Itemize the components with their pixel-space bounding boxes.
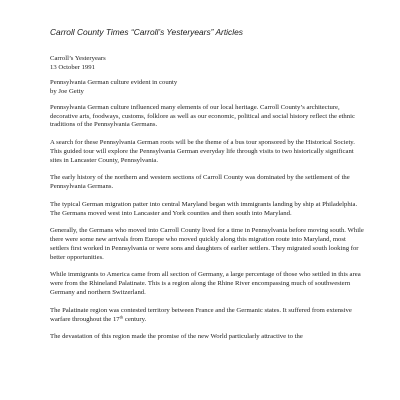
ordinal-suffix: th (119, 314, 124, 319)
article-title: Pennsylvania German culture evident in county (50, 79, 178, 87)
article-body (50, 55, 366, 351)
paragraph: Generally, the Germans who moved into Carroll County lived for a time in Pennsylvania before moving south. While there were some new arrivals from Europe who moved quickly along this migration route into Maryland, most settlers first worked in Pennsylvania or were sons and daughters of earlier settlers. They migrated south looking for better opportunities. (50, 227, 364, 261)
paragraph: Pennsylvania German culture influenced many elements of our local heritage. Carroll County’s architecture, decorative arts, foodways, customs, folklore as well as our economic, political and social history reflect the ethnic traditions of the Pennsylvania Germans. (50, 103, 355, 129)
article-header (50, 79, 366, 97)
article-meta (50, 55, 366, 73)
publication-date: 13 October 1991 (50, 63, 95, 71)
column-name: Carroll’s Yesteryears (50, 55, 106, 62)
paragraph-text: The Palatinate region was contested territory between France and the Germanic states. It suffered from extensive warfare throughout the 17 (50, 306, 352, 323)
article-author: by Joe Getty (50, 88, 84, 96)
paragraph: The early history of the northern and western sections of Carroll County was dominated by the settlement of the Pennsylvania Germans. (50, 174, 350, 191)
paragraph: The devastation of this region made the promise of the new World particularly attractive to the (50, 333, 303, 340)
paragraph-end: century. (123, 315, 147, 323)
page-title: Carroll County Times “Carroll’s Yesteryears” Articles (50, 27, 243, 37)
paragraph: The typical German migration patter into central Maryland began with immigrants landing by ship at Philadelphia. The Germans moved west into Lancaster and York counties and then south into Maryland. (50, 200, 358, 217)
paragraph-palatinate (50, 307, 366, 325)
paragraph: A search for these Pennsylvania German roots will be the theme of a bus tour sponsored by the Historical Society. This guided tour will explore the Pennsylvania German everyday life through visits to two historically significant sites in Lancaster County, Pennsylvania. (50, 138, 355, 164)
paragraph: While immigrants to America came from all section of Germany, a large percentage of those who settled in this area were from the Rhineland Palatinate. This is a region along the Rhine River encompassing much of southwestern Germany and northern Switzerland. (50, 271, 361, 297)
